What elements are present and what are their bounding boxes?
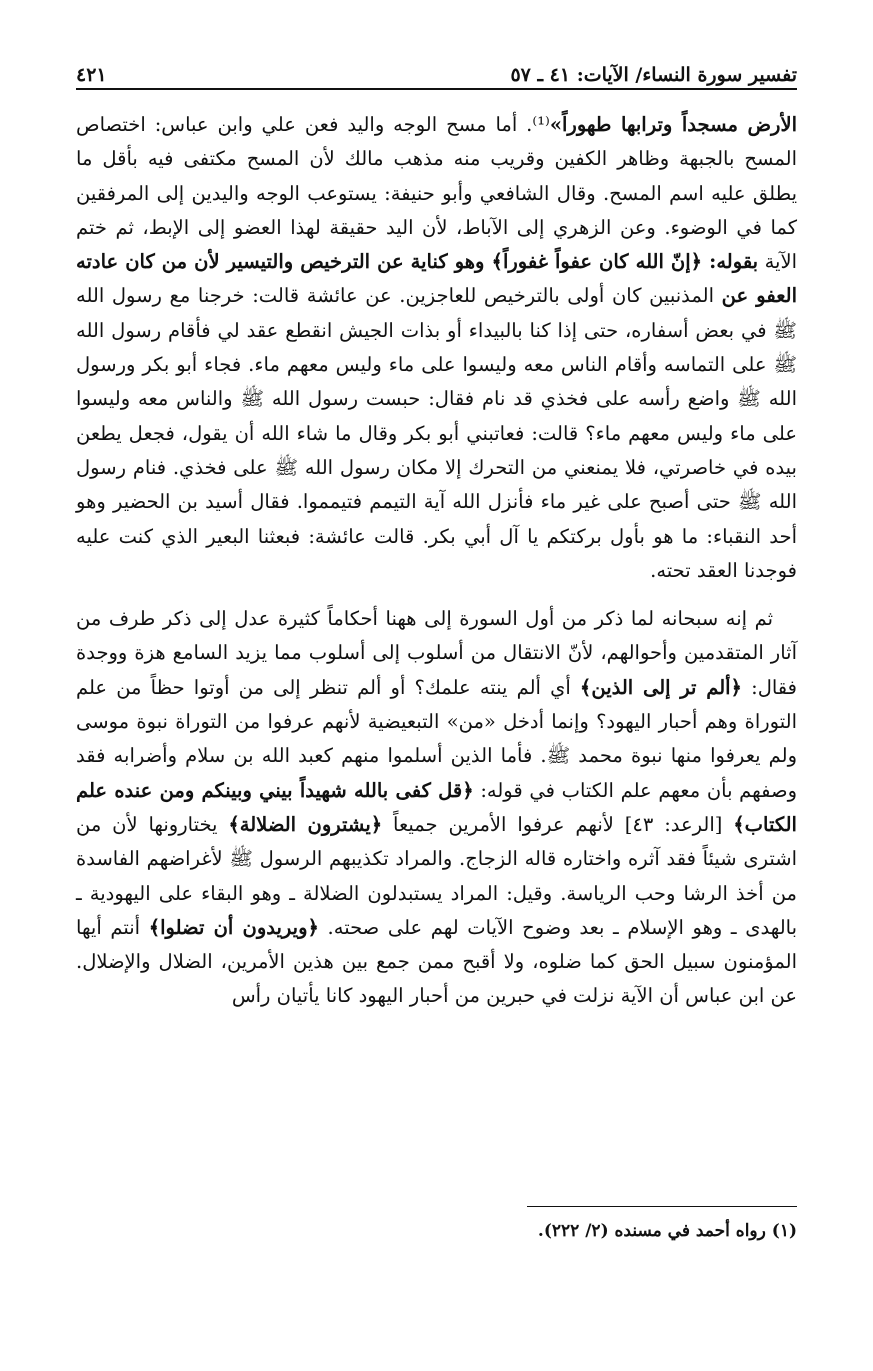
- text-segment: ﴿قل كفى بالله شهيداً بيني وبينكم ومن عنده علم الكتاب﴾: [76, 778, 797, 836]
- header-divider: [76, 88, 797, 90]
- page-number: ٤٢١: [76, 64, 107, 86]
- text-segment: ⁽¹⁾. أما مسح الوجه واليد فعن علي وابن عباس: اختصاص المسح بالجبهة وظاهر الكفين وقريب منه مذهب مالك لأن المسح مكتفى فيه بأقل ما يطلق عليه اسم المسح. وقال الشافعي وأبو حنيفة: يستوعب الوجه واليدين إلى المرفقين كما في الوضوء. وعن الزهري إلى الآباط، لأن اليد حقيقة لهذا العضو إلى الإبط، ثم ختم الآية: [76, 113, 797, 274]
- text-segment: ﴿ألم تر إلى الذين﴾: [579, 675, 742, 699]
- text-segment: المذنبين كان أولى بالترخيص للعاجزين. عن عائشة قالت: خرجنا مع رسول الله ﷺ في بعض أسفاره، حتى إذا كنا بالبيداء أو بذات الجيش انقطع عقد لي فأقام رسول الله ﷺ على التماسه وأقام الناس معه وليسوا على ماء وليس معهم ماء. فجاء أبو بكر ورسول الله ﷺ واضع رأسه على فخذي قد نام فقال: حبست رسول الله ﷺ والناس معه وليسوا على ماء وليس معهم ماء؟ قالت: فعاتبني أبو بكر وقال ما شاء الله أن يقول، فجعل يطعن بيده في خاصرتي، فلا يمنعني من التحرك إلا مكان رسول الله ﷺ على فخذي. فنام رسول الله ﷺ حتى أصبح على غير ماء فأنزل الله آية التيمم فتيمموا. فقال أسيد بن الحضير وهو أحد النقباء: ما هو بأول بركتكم يا آل أبي بكر. قالت عائشة: فبعثنا البعير الذي كنت عليه فوجدنا العقد تحته.: [76, 284, 797, 582]
- text-segment: أنتم أيها المؤمنون سبيل الحق كما ضلوه، ولا أقبح ممن جمع بين هذين الأمرين، الضلال والإضلال. عن ابن عباس أن الآية نزلت في حبرين من أحبار اليهود كانا يأتيان رأس: [76, 915, 797, 1008]
- text-segment: بقوله: ﴿إنّ الله كان عفواً غفوراً﴾ وهو كناية عن الترخيص والتيسير لأن من كان عادته العفو عن: [76, 250, 797, 308]
- text-segment: [الرعد: ٤٣] لأنهم عرفوا الأمرين جميعاً: [382, 812, 734, 836]
- main-text: [76, 108, 797, 1014]
- running-title: تفسير سورة النساء/ الآيات: ٤١ ـ ٥٧: [510, 64, 797, 86]
- paragraph: [76, 602, 797, 1014]
- footnote-divider: [527, 1206, 797, 1207]
- footnote: (١) رواه أحمد في مسنده (٢/ ٢٢٢).: [537, 1221, 797, 1241]
- text-segment: ثم إنه سبحانه لما ذكر من أول السورة إلى ههنا أحكاماً كثيرة عدل إلى ذكر طرف من آثار المتقدمين وأحوالهم، لأنّ الانتقال من أسلوب إلى أسلوب مما يزيد السامع هزة ووجدة فقال:: [76, 607, 797, 699]
- page-header: [76, 52, 797, 86]
- text-segment: ﴿ويريدون أن تضلوا﴾: [148, 915, 319, 939]
- text-segment: الأرض مسجداً وترابها طهوراً»: [549, 113, 798, 136]
- paragraph: [76, 108, 797, 588]
- text-segment: يختارونها لأن من اشترى شيئاً فقد آثره واختاره قاله الزجاج. والمراد تكذيبهم الرسول ﷺ لأغراضهم الفاسدة من أخذ الرشا وحب الرياسة. وقيل: المراد يستبدلون الضلالة ـ وهو البقاء على اليهودية ـ بالهدى ـ وهو الإسلام ـ بعد وضوح الآيات لهم على صحته.: [76, 812, 798, 939]
- text-segment: ﴿يشترون الضلالة﴾: [228, 812, 383, 836]
- text-segment: أي ألم ينته علمك؟ أو ألم تنظر إلى من أوتوا حظاً من علم التوراة وهم أحبار اليهود؟ وإنما أدخل «من» التبعيضية لأنهم عرفوا من التوراة نبوة موسى ولم يعرفوا منها نبوة محمد ﷺ. فأما الذين أسلموا منهم كعبد الله بن سلام وأضرابه فقد وصفهم بأن معهم علم الكتاب في قوله:: [76, 675, 797, 802]
